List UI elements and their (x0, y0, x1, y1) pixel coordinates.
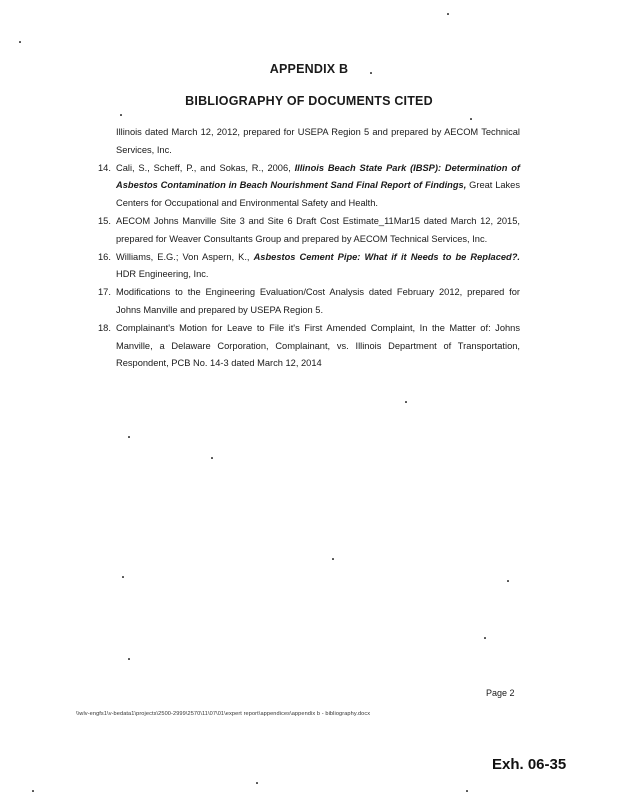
entry-publisher: HDR Engineering, Inc. (116, 269, 209, 280)
scan-speck (332, 558, 334, 560)
scan-speck (128, 436, 130, 438)
bibliography-entry-15 (98, 213, 520, 249)
entry-text: Complainant's Motion for Leave to File it's First Amended Complaint, In the Matter of: Johns Manville, a Delaware Corporation, Complainant, vs. Illinois Department of Transportation, Respondent, PCB No. 14-3 dated March 12, 2014 (116, 322, 520, 369)
scan-speck (470, 118, 472, 120)
entry-authors: Williams, E.G.; Von Aspern, K., (116, 251, 254, 262)
entry-text: Illinois dated March 12, 2012, prepared for USEPA Region 5 and prepared by AECOM Technical Services, Inc. (116, 127, 520, 155)
entry-text: Modifications to the Engineering Evaluation/Cost Analysis dated February 2012, prepared for Johns Manville and prepared by USEPA Region 5. (116, 287, 520, 315)
scan-speck (211, 457, 213, 459)
entry-number: 17. (98, 287, 111, 298)
scan-speck (120, 114, 122, 116)
entry-number: 16. (98, 251, 111, 262)
scan-speck (370, 72, 372, 74)
appendix-label: APPENDIX B (269, 62, 349, 76)
scan-speck (405, 401, 407, 403)
page-number: Page 2 (486, 688, 515, 698)
scan-speck (128, 658, 130, 660)
page-title: BIBLIOGRAPHY OF DOCUMENTS CITED (185, 94, 433, 108)
entry-number: 15. (98, 215, 111, 226)
entry-number: 14. (98, 162, 111, 173)
scan-speck (484, 637, 486, 639)
file-path-footer: \\wlv-engfs1\v-bedata1\projects\2500-2999\2570\11\07\01\expert report\appendices\appendix b - bibliography.docx (76, 711, 371, 717)
bibliography-list (98, 124, 520, 373)
bibliography-entry-14 (98, 160, 520, 213)
scan-speck (19, 41, 21, 43)
entry-publisher: Great Lakes Centers for Occupational and Environmental Safety and Health. (116, 180, 520, 209)
scan-speck (447, 13, 449, 15)
entry-title: Asbestos Cement Pipe: What if it Needs to be Replaced?. (253, 251, 520, 262)
bibliography-entry-18 (98, 320, 520, 373)
entry-authors: Cali, S., Scheff, P., and Sokas, R., 2006, (116, 162, 295, 173)
scan-speck (507, 580, 509, 582)
entry-title: Illinois Beach State Park (IBSP): Determination of Asbestos Contamination in Beach Nourishment Sand Final Report of Findings, (116, 162, 520, 191)
entry-text: AECOM Johns Manville Site 3 and Site 6 Draft Cost Estimate_11Mar15 dated March 12, 2015, prepared for Weaver Consultants Group and prepared by AECOM Technical Services, Inc. (116, 215, 520, 244)
scan-speck (32, 790, 34, 792)
scan-speck (122, 576, 124, 578)
bibliography-entry-13-continued (98, 124, 520, 160)
exhibit-label: Exh. 06-35 (492, 756, 567, 773)
bibliography-entry-17 (98, 284, 520, 320)
bibliography-entry-16 (98, 249, 520, 285)
scan-speck (256, 782, 258, 784)
scan-speck (466, 790, 468, 792)
entry-number: 18. (98, 322, 111, 333)
